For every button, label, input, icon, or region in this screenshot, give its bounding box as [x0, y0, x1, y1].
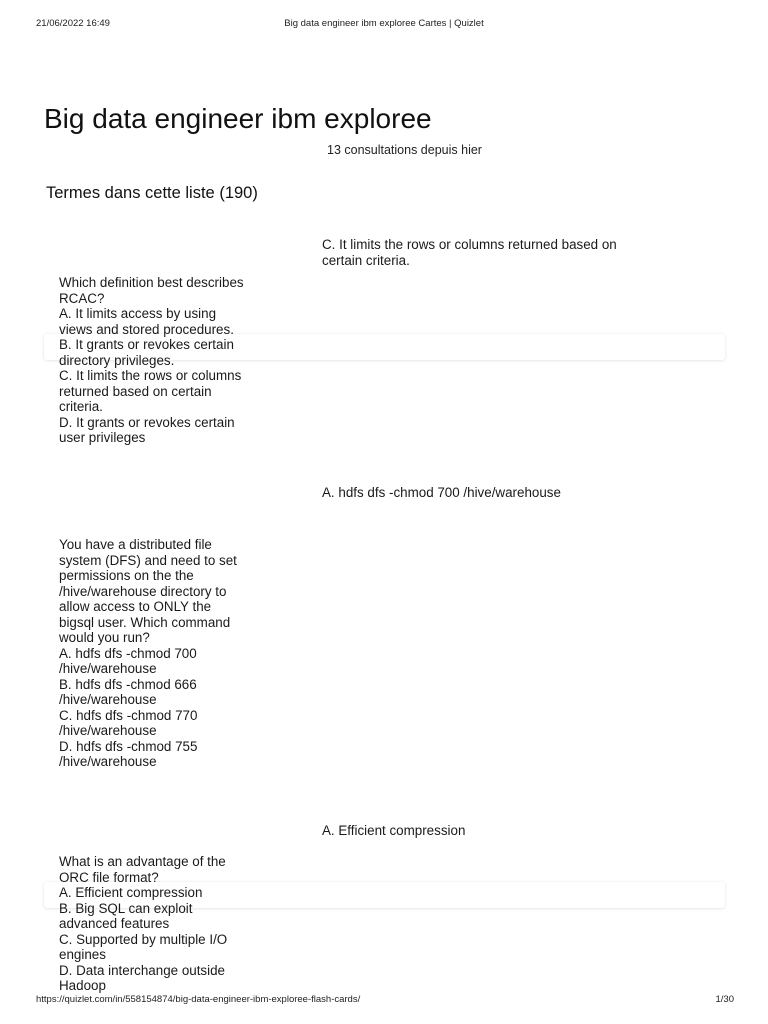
print-url[interactable]: https://quizlet.com/in/558154874/big-data-engineer-ibm-exploree-flash-cards/ — [36, 994, 361, 1005]
print-page-number: 1/30 — [715, 994, 734, 1005]
set-title: Big data engineer ibm exploree — [44, 103, 432, 134]
card-definition[interactable]: C. It limits the rows or columns returned based on certain criteria. — [322, 237, 617, 268]
terms-heading: Termes dans cette liste (190) — [46, 184, 258, 202]
card-term[interactable]: Which definition best describes RCAC? A. It limits access by using views and stored procedures. B. It grants or revokes certain directory privileges. C. It limits the rows or columns returned based on certain criteria. D. It grants or revokes certain user privileges — [59, 275, 244, 445]
card-definition[interactable]: A. Efficient compression — [322, 823, 466, 838]
print-page-title: Big data engineer ibm exploree Cartes | Quizlet — [284, 18, 484, 29]
card-term[interactable]: You have a distributed file system (DFS) and need to set permissions on the the /hive/warehouse directory to allow access to ONLY the bigsql user. Which command would you run? A. hdfs dfs -chmod 700 /hive/warehouse B. hdfs dfs -chmod 666 /hive/warehouse C. hdfs dfs -chmod 770 /hive/warehouse D. hdfs dfs -chmod 755 /hive/warehouse — [59, 537, 237, 769]
card-term[interactable]: What is an advantage of the ORC file format? A. Efficient compression B. Big SQL can exploit advanced features C. Supported by multiple I/O engines D. Data interchange outside Hadoop — [59, 854, 228, 993]
card-definition[interactable]: A. hdfs dfs -chmod 700 /hive/warehouse — [322, 485, 561, 500]
view-count: 13 consultations depuis hier — [327, 143, 482, 157]
print-datetime: 21/06/2022 16:49 — [36, 18, 110, 29]
